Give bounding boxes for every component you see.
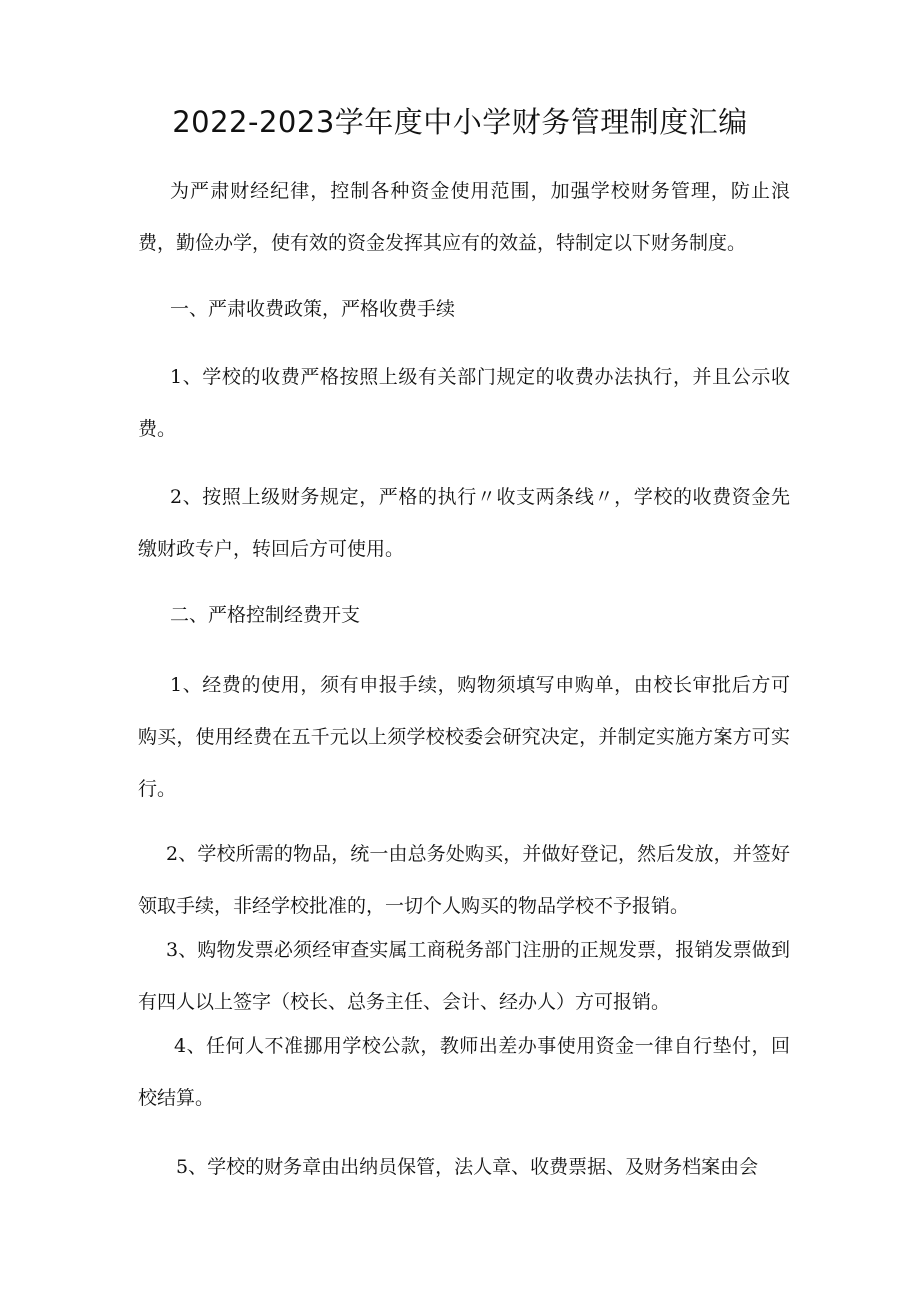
section-heading-1: 一、严肃收费政策，严格收费手续 — [170, 298, 456, 320]
section-2-item-2: 2、学校所需的物品，统一由总务处购买，并做好登记，然后发放，并签好领取手续，非经学校批准的，一切个人购买的物品学校不予报销。 — [138, 843, 790, 917]
section-1-item-1: 1、学校的收费严格按照上级有关部门规定的收费办法执行，并且公示收费。 — [138, 366, 790, 440]
section-2-item-1: 1、经费的使用，须有申报手续，购物须填写申购单，由校长审批后方可购买，使用经费在五千元以上须学校校委会研究决定，并制定实施方案方可实行。 — [138, 674, 790, 800]
section-heading-2: 二、严格控制经费开支 — [170, 604, 361, 626]
section-2-item-5: 5、学校的财务章由出纳员保管，法人章、收费票据、及财务档案由会 — [176, 1156, 759, 1178]
document-title: 2022-2023学年度中小学财务管理制度汇编 — [172, 105, 748, 139]
intro-paragraph: 为严肃财经纪律，控制各种资金使用范围，加强学校财务管理，防止浪费，勤俭办学，使有效的资金发挥其应有的效益，特制定以下财务制度。 — [138, 180, 790, 254]
section-2-item-3: 3、购物发票必须经审查实属工商税务部门注册的正规发票，报销发票做到有四人以上签字（校长、总务主任、会计、经办人）方可报销。 — [138, 939, 790, 1013]
section-1-item-2: 2、按照上级财务规定，严格的执行〃收支两条线〃，学校的收费资金先缴财政专户，转回后方可使用。 — [138, 486, 790, 560]
section-2-item-4: 4、任何人不准挪用学校公款，教师出差办事使用资金一律自行垫付，回校结算。 — [138, 1035, 790, 1109]
